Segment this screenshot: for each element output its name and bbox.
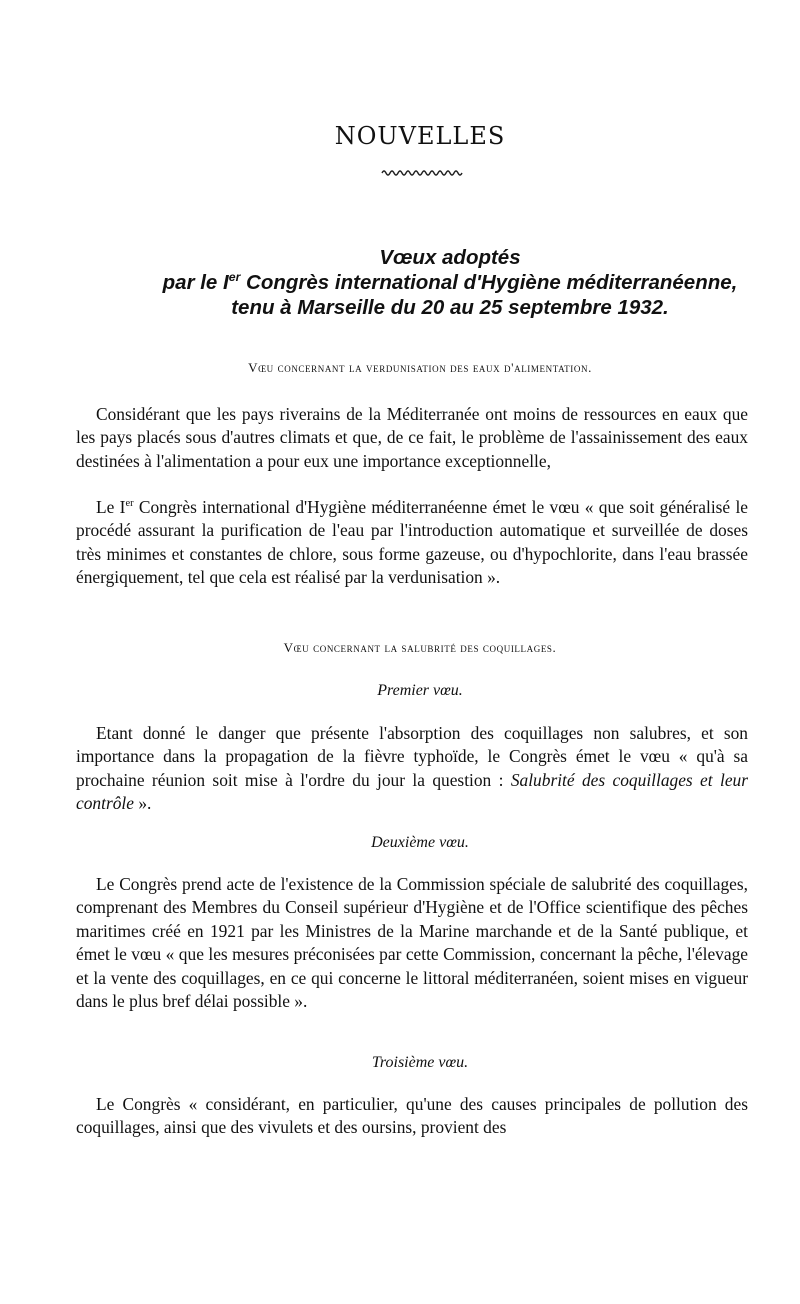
page-title: NOUVELLES xyxy=(334,122,506,150)
paragraph-troisieme-voeu: Le Congrès « considérant, en particulier, qu'une des causes principales de pollution des coquillages, ainsi que des vivulets et des oursins, provient des xyxy=(76,1094,748,1138)
section-title-coquillages: Vœu concernant la salubrité des coquillages. xyxy=(283,640,557,655)
paragraph-considerant: Considérant que les pays riverains de la Méditerranée ont moins de ressources en eaux que les pays placés sous d'autres climats et que, de ce fait, le problème de l'assainissement des eaux destinées à l'alimentation a pour eux une importance exceptionnelle, xyxy=(76,404,748,471)
resolutions-heading xyxy=(60,245,800,320)
subtitle-troisieme-voeu: Troisième vœu. xyxy=(371,1054,469,1071)
para2-sup: er xyxy=(125,498,134,510)
premier-voeu-end: ». xyxy=(133,793,152,814)
heading-line-2-prefix: par le I xyxy=(162,271,229,294)
premier-voeu-text: Etant donné le danger que présente l'absorption des coquillages non salubres, et son importance dans la propagation de la fièvre typhoïde, le Congrès émet le vœu « qu'à sa prochaine réunion soit mise à l'ordre du jour la question : xyxy=(76,723,748,790)
para2-rest: Congrès international d'Hygiène méditerranéenne émet le vœu « que soit généralisé le procédé assurant la purification de l'eau par l'introduction automatique et surveillée de doses très minimes et constantes de chlore, sous forme gazeuse, ou d'hypochlorite, dans l'eau brassée énergiquement, tel que cela est réalisé par la verdunisation ». xyxy=(76,497,748,588)
premier-voeu-italic: Salubrité des coquillages et leur contrôle xyxy=(76,769,748,814)
section-title-verdunisation: Vœu concernant la verdunisation des eaux d'alimentation. xyxy=(248,360,592,375)
heading-line-1: Vœux adoptés xyxy=(379,246,521,269)
para2-prefix: Le I xyxy=(96,497,126,517)
heading-line-2-sup: er xyxy=(228,270,241,285)
subtitle-premier-voeu: Premier vœu. xyxy=(377,682,463,699)
heading-line-3: tenu à Marseille du 20 au 25 septembre 1932. xyxy=(231,296,669,319)
paragraph-premier-voeu xyxy=(76,722,748,816)
paragraph-deuxieme-voeu: Le Congrès prend acte de l'existence de la Commission spéciale de salubrité des coquillages, comprenant des Membres du Conseil supérieur d'Hygiène et de l'Office scientifique des pêches maritimes créé en 1921 par les Ministres de la Marine marchande et de la Santé publique, et émet le vœu « que les mesures préconisées par cette Commission, concernant la pêche, l'élevage et la vente des coquillages, en ce qui concerne le littoral méditerranéen, soient mises en vigueur dans le plus bref délai possible ». xyxy=(76,874,748,1012)
wavy-rule-icon xyxy=(381,168,463,178)
subtitle-deuxieme-voeu: Deuxième vœu. xyxy=(371,834,469,851)
heading-line-2-rest: Congrès international d'Hygiène méditerranéenne, xyxy=(240,271,738,294)
heading-line-2 xyxy=(60,270,800,295)
paragraph-voeu-verdunisation xyxy=(76,496,748,590)
